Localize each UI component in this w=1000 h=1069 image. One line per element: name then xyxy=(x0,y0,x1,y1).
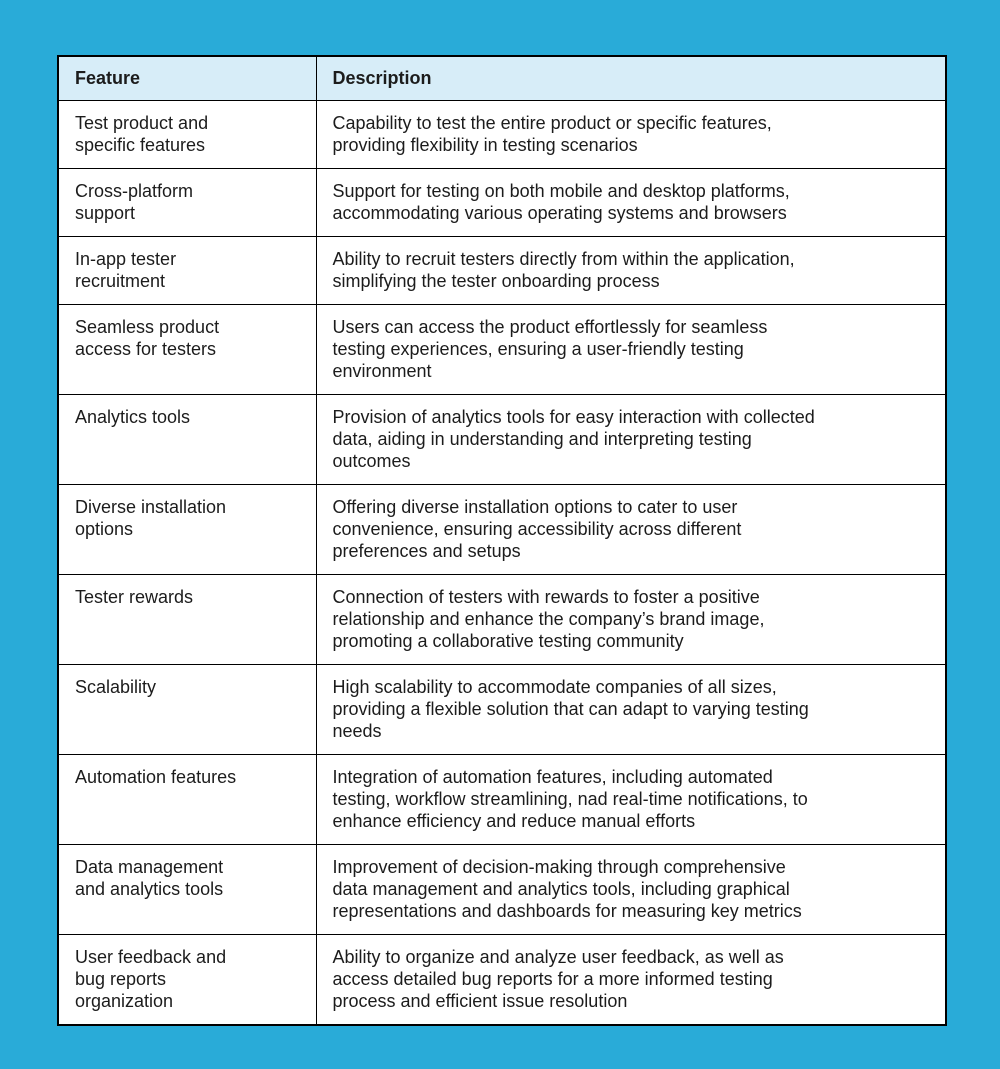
feature-cell: User feedback and bug reports organization xyxy=(58,935,316,1026)
feature-cell: Tester rewards xyxy=(58,575,316,665)
feature-column-header: Feature xyxy=(58,56,316,101)
description-cell: Provision of analytics tools for easy interaction with collected data, aiding in understanding and interpreting testing outcomes xyxy=(316,395,946,485)
description-column-header: Description xyxy=(316,56,946,101)
table-row xyxy=(58,305,946,395)
description-cell: Ability to recruit testers directly from within the application, simplifying the tester onboarding process xyxy=(316,237,946,305)
table-row xyxy=(58,575,946,665)
description-cell: Capability to test the entire product or specific features, providing flexibility in testing scenarios xyxy=(316,101,946,169)
feature-cell: Data management and analytics tools xyxy=(58,845,316,935)
table-row xyxy=(58,665,946,755)
table-row xyxy=(58,485,946,575)
table-row xyxy=(58,755,946,845)
description-cell: Connection of testers with rewards to foster a positive relationship and enhance the company’s brand image, promoting a collaborative testing community xyxy=(316,575,946,665)
feature-cell: Scalability xyxy=(58,665,316,755)
feature-cell: Test product and specific features xyxy=(58,101,316,169)
description-cell: Users can access the product effortlessly for seamless testing experiences, ensuring a user-friendly testing environment xyxy=(316,305,946,395)
table-header-row xyxy=(58,56,946,101)
table-row xyxy=(58,101,946,169)
description-cell: Offering diverse installation options to cater to user convenience, ensuring accessibility across different preferences and setups xyxy=(316,485,946,575)
description-cell: Improvement of decision-making through comprehensive data management and analytics tools, including graphical representations and dashboards for measuring key metrics xyxy=(316,845,946,935)
feature-cell: Diverse installation options xyxy=(58,485,316,575)
feature-cell: Seamless product access for testers xyxy=(58,305,316,395)
table-row xyxy=(58,845,946,935)
table-row xyxy=(58,169,946,237)
description-cell: High scalability to accommodate companies of all sizes, providing a flexible solution that can adapt to varying testing needs xyxy=(316,665,946,755)
description-cell: Support for testing on both mobile and desktop platforms, accommodating various operating systems and browsers xyxy=(316,169,946,237)
feature-cell: In-app tester recruitment xyxy=(58,237,316,305)
table-row xyxy=(58,935,946,1026)
feature-description-table xyxy=(57,55,947,1026)
description-cell: Integration of automation features, including automated testing, workflow streamlining, nad real-time notifications, to enhance efficiency and reduce manual efforts xyxy=(316,755,946,845)
feature-cell: Analytics tools xyxy=(58,395,316,485)
table-row xyxy=(58,237,946,305)
feature-cell: Cross-platform support xyxy=(58,169,316,237)
feature-cell: Automation features xyxy=(58,755,316,845)
table-row xyxy=(58,395,946,485)
description-cell: Ability to organize and analyze user feedback, as well as access detailed bug reports for a more informed testing process and efficient issue resolution xyxy=(316,935,946,1026)
